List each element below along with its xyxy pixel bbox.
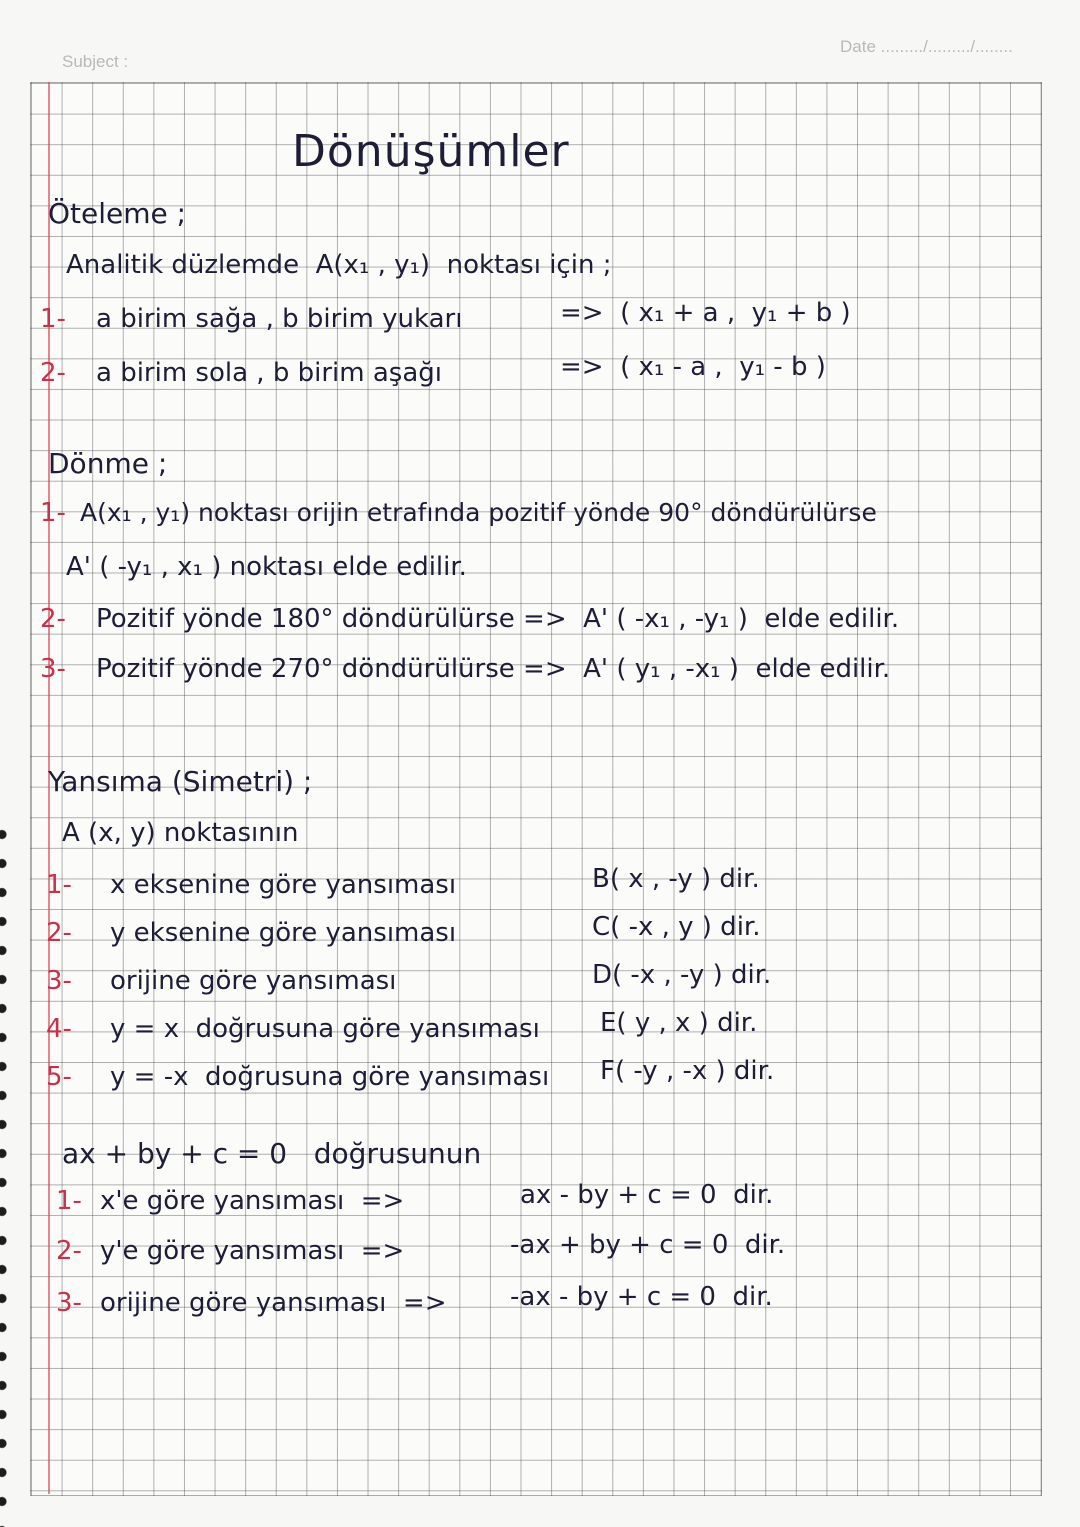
yansima-item-5-text: y = -x doğrusuna göre yansıması [110,1062,550,1092]
donme-item-2-text: Pozitif yönde 180° döndürülürse => A' ( -x₁ , -y₁ ) elde edilir. [96,604,900,634]
subject-label: Subject : [62,52,129,71]
date-label: Date ........./........./........ [840,37,1013,56]
donme-item-1-cont: A' ( -y₁ , x₁ ) noktası elde edilir. [66,552,467,582]
yansima-item-4-num: 4- [46,1014,72,1044]
yansima-item-3-num: 3- [46,966,72,996]
yansima-intro: A (x, y) noktasının [62,818,299,848]
yansima-item-5-num: 5- [46,1062,72,1092]
dogru-item-3-text: orijine göre yansıması => [100,1288,447,1318]
yansima-item-3-result: D( -x , -y ) dir. [592,960,772,990]
yansima-item-5-result: F( -y , -x ) dir. [600,1056,775,1086]
oteleme-item-1-result: => ( x₁ + a , y₁ + b ) [560,298,851,328]
yansima-item-4-result: E( y , x ) dir. [600,1008,758,1038]
yansima-heading: Yansıma (Simetri) ; [48,765,313,798]
oteleme-heading: Öteleme ; [48,197,187,230]
oteleme-intro: Analitik düzlemde A(x₁ , y₁) noktası için ; [66,250,612,280]
yansima-item-2-result: C( -x , y ) dir. [592,912,761,942]
dogru-item-2-num: 2- [56,1236,82,1266]
spiral-binding [0,820,10,1527]
yansima-item-1-num: 1- [46,870,72,900]
page-title: Dönüşümler [292,126,570,177]
oteleme-item-1-num: 1- [40,304,66,334]
donme-item-3-text: Pozitif yönde 270° döndürülürse => A' ( y₁ , -x₁ ) elde edilir. [96,654,891,684]
yansima-item-4-text: y = x doğrusuna göre yansıması [110,1014,540,1044]
donme-item-1-text: A(x₁ , y₁) noktası orijin etrafında pozitif yönde 90° döndürülürse [80,498,877,527]
dogru-item-3-num: 3- [56,1288,82,1318]
dogru-item-1-num: 1- [56,1186,82,1216]
dogru-item-1-text: x'e göre yansıması => [100,1186,405,1216]
donme-item-3-num: 3- [40,654,66,684]
yansima-item-1-result: B( x , -y ) dir. [592,864,760,894]
dogru-item-1-result: ax - by + c = 0 dir. [520,1180,774,1210]
donme-heading: Dönme ; [48,447,168,480]
donme-item-2-num: 2- [40,604,66,634]
dogru-item-2-result: -ax + by + c = 0 dir. [510,1230,786,1260]
yansima-item-1-text: x eksenine göre yansıması [110,870,457,900]
dogru-item-3-result: -ax - by + c = 0 dir. [510,1282,773,1312]
yansima-item-2-text: y eksenine göre yansıması [110,918,457,948]
oteleme-item-2-result: => ( x₁ - a , y₁ - b ) [560,352,826,382]
dogru-item-2-text: y'e göre yansıması => [100,1236,405,1266]
yansima-item-3-text: orijine göre yansıması [110,966,397,996]
oteleme-item-2-text: a birim sola , b birim aşağı [96,358,442,388]
dogru-heading: ax + by + c = 0 doğrusunun [62,1137,482,1170]
yansima-item-2-num: 2- [46,918,72,948]
donme-item-1-num: 1- [40,498,66,528]
oteleme-item-2-num: 2- [40,358,66,388]
oteleme-item-1-text: a birim sağa , b birim yukarı [96,304,463,334]
